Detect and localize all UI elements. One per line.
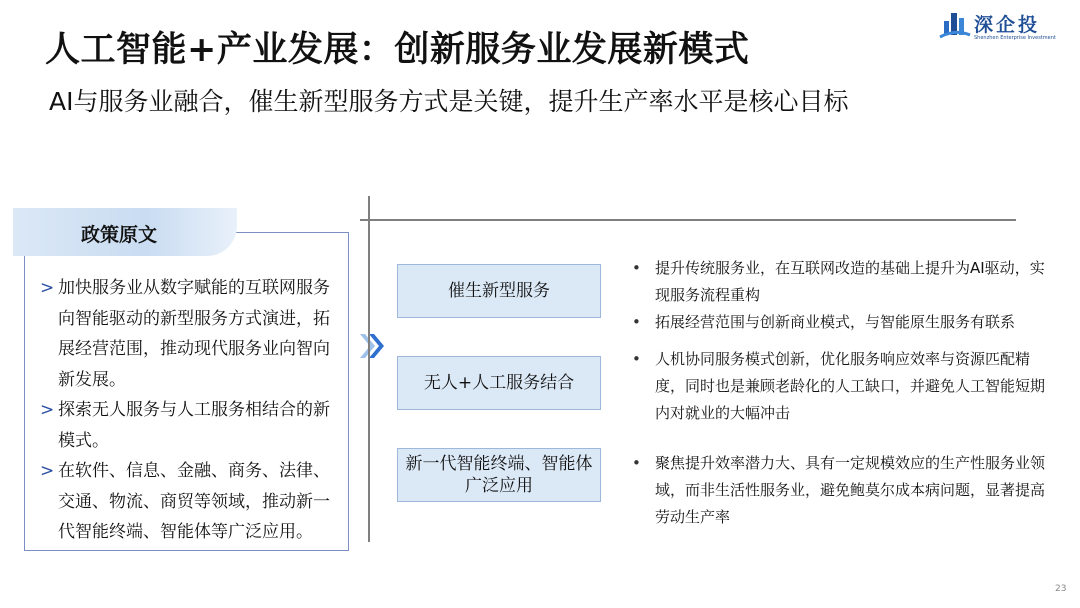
logo-subtitle: Shenzhen Enterprise Investment: [974, 35, 1056, 41]
chevron-right-icon: >: [40, 278, 55, 298]
double-chevron-right-icon: [358, 332, 388, 360]
policy-list: [40, 273, 345, 548]
service-label: 催生新型服务: [448, 281, 550, 301]
service-box-unmanned-manual: [397, 356, 601, 410]
policy-item: [40, 395, 345, 456]
service-box-smart-terminals: [397, 448, 601, 502]
chevron-right-icon: >: [40, 400, 55, 420]
building-logo-icon: [938, 9, 972, 43]
policy-item: [40, 273, 345, 395]
bullet-item: • 拓展经营范围与创新商业模式，与智能原生服务有联系: [632, 309, 1052, 336]
slide-title: 人工智能+产业发展：创新服务业发展新模式: [45, 30, 750, 70]
bullet-item: • 聚焦提升效率潜力大、具有一定规模效应的生产性服务业领域，而非生活性服务业，避免鲍莫尔成本病问题，显著提高劳动生产率: [632, 450, 1052, 531]
bullet-item: • 人机协同服务模式创新，优化服务响应效率与资源匹配精度，同时也是兼顾老龄化的人工缺口，并避免人工智能短期内对就业的大幅冲击: [632, 346, 1052, 427]
service-points-1: [632, 255, 1052, 336]
company-logo: [938, 6, 1056, 46]
service-points-2: [632, 346, 1052, 427]
service-points-3: [632, 450, 1052, 531]
policy-item-text: 加快服务业从数字赋能的互联网服务向智能驱动的新型服务方式演进，拓展经营范围，推动现代服务业向智向新发展。: [58, 278, 330, 390]
policy-panel-header: [13, 208, 237, 256]
vertical-divider: [368, 196, 370, 542]
logo-name: 深企投: [974, 14, 1041, 36]
policy-item: [40, 456, 345, 548]
bullet-item: • 提升传统服务业，在互联网改造的基础上提升为AI驱动，实现服务流程重构: [632, 255, 1052, 309]
service-label: 新一代智能终端、智能体广泛应用: [405, 454, 593, 496]
slide-subtitle: AI与服务业融合，催生新型服务方式是关键，提升生产率水平是核心目标: [49, 87, 849, 116]
horizontal-divider: [360, 219, 1016, 221]
policy-item-text: 探索无人服务与人工服务相结合的新模式。: [58, 400, 330, 451]
chevron-right-icon: >: [40, 461, 55, 481]
service-box-new-services: [397, 264, 601, 318]
policy-item-text: 在软件、信息、金融、商务、法律、交通、物流、商贸等领域，推动新一代智能终端、智能体等广泛应用。: [58, 461, 330, 542]
page-number: 23: [1055, 584, 1067, 594]
service-label: 无人+人工服务结合: [423, 373, 575, 393]
policy-header-label: 政策原文: [81, 224, 158, 246]
